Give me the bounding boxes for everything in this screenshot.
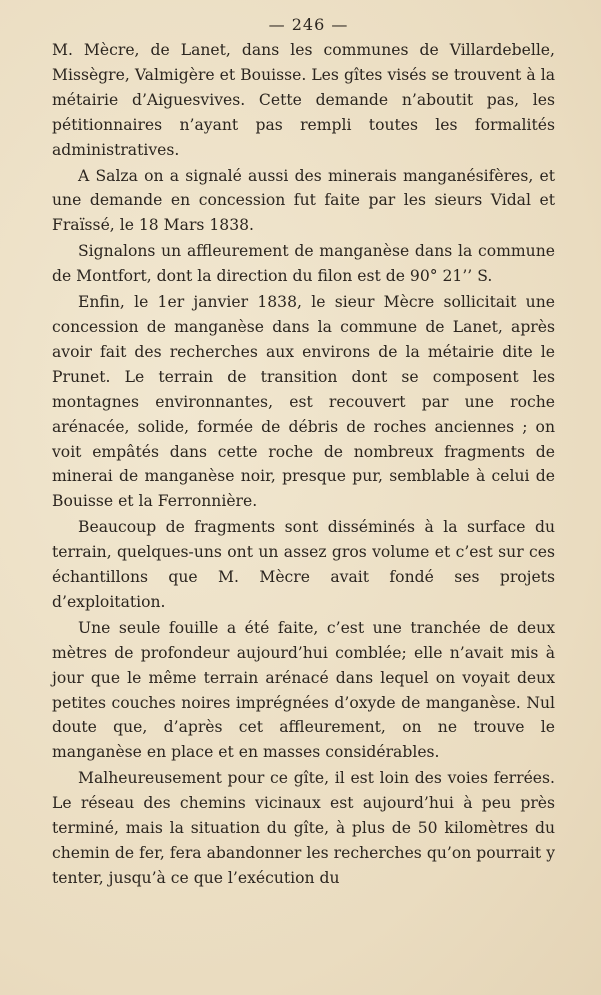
paragraph-2: A Salza on a signalé aussi des minerais manganésifères, et une demande en concession fut faite par les sieurs Vidal et Fraïssé, le 18 Mars 1838. xyxy=(52,166,555,235)
body-text xyxy=(52,38,555,891)
page-number: — 246 — xyxy=(268,15,349,34)
paragraph-3: Signalons un affleurement de manganèse dans la commune de Montfort, dont la direction du filon est de 90° 21’’ S. xyxy=(52,242,555,286)
paragraph-6: Une seule fouille a été faite, c’est une tranchée de deux mètres de profondeur aujourd’hui comblée; elle n’avait mis à jour que le même terrain arénacé dans lequel on voyait deux petites couches noires imprégnées d’oxyde de manganèse. Nul doute que, d’après cet affleurement, on ne trouve le manganèse en place et en masses considérables. xyxy=(52,618,555,762)
paragraph-5: Beaucoup de fragments sont disséminés à la surface du terrain, quelques-uns ont un assez gros volume et c’est sur ces échantillons que M. Mècre avait fondé ses projets d’exploitation. xyxy=(52,518,555,611)
paragraph-1: M. Mècre, de Lanet, dans les communes de Villardebelle, Missègre, Valmigère et Bouisse. Les gîtes visés se trouvent à la métairie d’Aiguesvives. Cette demande n’aboutit pas, les pétitionnaires n’ayant pas rempli toutes les formalités administratives. xyxy=(52,41,555,159)
paragraph-7: Malheureusement pour ce gîte, il est loin des voies ferrées. Le réseau des chemins vicinaux est aujourd’hui à peu près terminé, mais la situation du gîte, à plus de 50 kilomètres du chemin de fer, fera abandonner les recherches qu’on pourrait y tenter, jusqu’à ce que l’exécution du xyxy=(52,769,555,887)
paragraph-4: Enfin, le 1er janvier 1838, le sieur Mècre sollicitait une concession de manganèse dans la commune de Lanet, après avoir fait des recherches aux environs de la métairie dite le Prunet. Le terrain de transition dont se composent les montagnes environnantes, est recouvert par une roche arénacée, solide, formée de débris de roches anciennes ; on voit empâtés dans cette roche de nombreux fragments de minerai de manganèse noir, presque pur, semblable à celui de Bouisse et la Ferronnière. xyxy=(52,293,555,511)
